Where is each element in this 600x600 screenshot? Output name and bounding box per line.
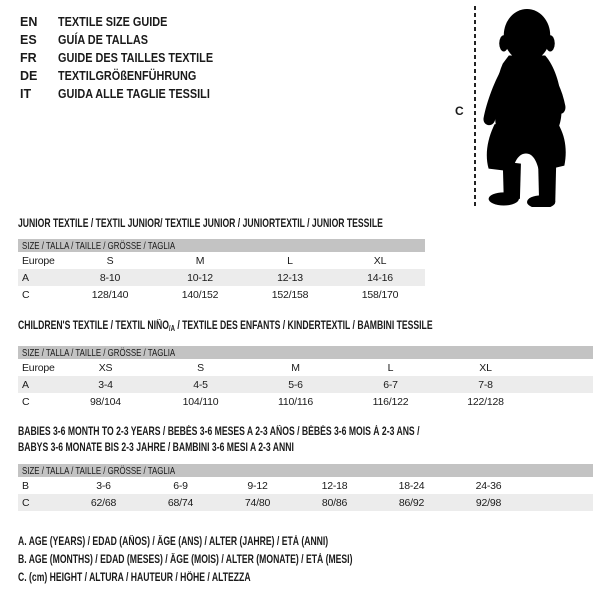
height-measure-line (474, 6, 476, 207)
footnote-b: B. AGE (MONTHS) / EDAD (MESES) / ÂGE (MOIS) / ALTER (MONATE) / ETÀ (MESI) (18, 554, 353, 566)
table-cell: 18-24 (398, 479, 425, 492)
language-title: TEXTILE SIZE GUIDE (58, 15, 168, 29)
table-row (18, 393, 593, 410)
language-title: GUIDA ALLE TAGLIE TESSILI (58, 87, 210, 101)
language-title: GUIDE DES TAILLES TEXTILE (58, 51, 214, 65)
size-header-text: SIZE / TALLA / TAILLE / GRÖSSE / TAGLIA (22, 239, 176, 252)
table-cell: M (291, 361, 300, 374)
language-code: IT (20, 87, 32, 101)
table-cell: 140/152 (181, 288, 219, 301)
table-cell: 152/158 (271, 288, 309, 301)
size-header-text: SIZE / TALLA / TAILLE / GRÖSSE / TAGLIA (22, 464, 176, 477)
table-cell: 12-18 (321, 479, 348, 492)
table-cell: 14-16 (367, 271, 393, 284)
table-cell: 24-36 (475, 479, 502, 492)
language-row (20, 13, 236, 31)
language-row (20, 67, 236, 85)
junior-table-title: JUNIOR TEXTILE / TEXTIL JUNIOR/ TEXTILE JUNIOR / JUNIORTEXTIL / JUNIOR TESSILE (18, 218, 383, 230)
table-cell: S (106, 254, 114, 267)
babies-table-title: BABIES 3-6 MONTH TO 2-3 YEARS / BEBÉS 3-6 MESES A 2-3 AÑOS / BÉBÉS 3-6 MOIS À 2-3 ANS / BABYS 3-6 MONATE BIS 2-3 JAHRE / BAMBINI 3-6 MESI A 2-3 ANNI (18, 426, 420, 454)
table-cell: 6-7 (383, 378, 398, 391)
table-cell: XS (98, 361, 113, 374)
row-label: C (22, 288, 30, 301)
row-label: A (22, 271, 29, 284)
table-cell: S (197, 361, 204, 374)
row-label: A (22, 378, 29, 391)
table-cell: 4-5 (193, 378, 208, 391)
table-cell: 3-4 (98, 378, 113, 391)
table-row (18, 252, 425, 269)
table-row (18, 359, 593, 376)
table-cell: 116/122 (372, 395, 409, 408)
table-cell: 98/104 (90, 395, 121, 408)
language-row (20, 31, 236, 49)
junior-table-body (18, 252, 425, 303)
table-cell: 122/128 (467, 395, 504, 408)
table-cell: 3-6 (96, 479, 111, 492)
table-cell: 86/92 (398, 496, 425, 509)
table-cell: 62/68 (90, 496, 117, 509)
table-cell: 12-13 (277, 271, 303, 284)
table-cell: L (287, 254, 293, 267)
size-header-text: SIZE / TALLA / TAILLE / GRÖSSE / TAGLIA (22, 346, 176, 359)
table-cell: 6-9 (173, 479, 188, 492)
height-measure-label: C (455, 104, 464, 118)
table-cell: XL (373, 254, 387, 267)
table-cell: 74/80 (244, 496, 271, 509)
table-row (18, 286, 425, 303)
language-code: FR (20, 51, 37, 65)
footnote-c: C. (cm) HEIGHT / ALTURA / HAUTEUR / HÖHE / ALTEZZA (18, 572, 251, 584)
table-cell: 104/110 (182, 395, 219, 408)
size-header-bar (18, 464, 593, 477)
language-list (20, 13, 236, 103)
table-cell: 9-12 (247, 479, 268, 492)
language-row (20, 49, 236, 67)
children-table-body (18, 359, 593, 410)
footnote-a: A. AGE (YEARS) / EDAD (AÑOS) / ÂGE (ANS) / ALTER (JAHRE) / ETÀ (ANNI) (18, 536, 329, 548)
children-table-title: CHILDREN'S TEXTILE / TEXTIL NIÑO/A / TEXTILE DES ENFANTS / KINDERTEXTIL / BAMBINI TESSILE (18, 320, 433, 333)
table-cell: 10-12 (187, 271, 213, 284)
table-cell: 80/86 (321, 496, 348, 509)
baby-silhouette-icon (477, 5, 579, 207)
table-cell: 92/98 (475, 496, 502, 509)
table-row (18, 269, 425, 286)
row-label: C (22, 395, 30, 408)
table-cell: 158/170 (361, 288, 399, 301)
footnotes (18, 536, 464, 590)
table-cell: 8-10 (99, 271, 121, 284)
table-cell: 128/140 (91, 288, 129, 301)
language-code: DE (20, 69, 38, 83)
language-code: ES (20, 33, 37, 47)
language-code: EN (20, 15, 38, 29)
table-cell: 5-6 (288, 378, 303, 391)
table-cell: L (387, 361, 394, 374)
table-cell: M (195, 254, 205, 267)
table-cell: 68/74 (167, 496, 194, 509)
table-cell: XL (479, 361, 492, 374)
language-title: TEXTILGRÖßENFÜHRUNG (58, 69, 197, 83)
language-row (20, 85, 236, 103)
table-row (18, 477, 593, 494)
row-label: B (22, 479, 29, 492)
table-row (18, 494, 593, 511)
size-header-bar (18, 239, 425, 252)
table-row (18, 376, 593, 393)
babies-table-body (18, 477, 593, 511)
children-table (18, 346, 593, 410)
table-cell: 110/116 (278, 395, 313, 408)
table-cell: 7-8 (478, 378, 493, 391)
size-header-bar (18, 346, 593, 359)
row-label: Europe (22, 361, 55, 374)
language-title: GUÍA DE TALLAS (58, 33, 149, 47)
row-label: C (22, 496, 30, 509)
babies-table (18, 464, 593, 511)
junior-table (18, 239, 425, 303)
row-label: Europe (22, 254, 55, 267)
